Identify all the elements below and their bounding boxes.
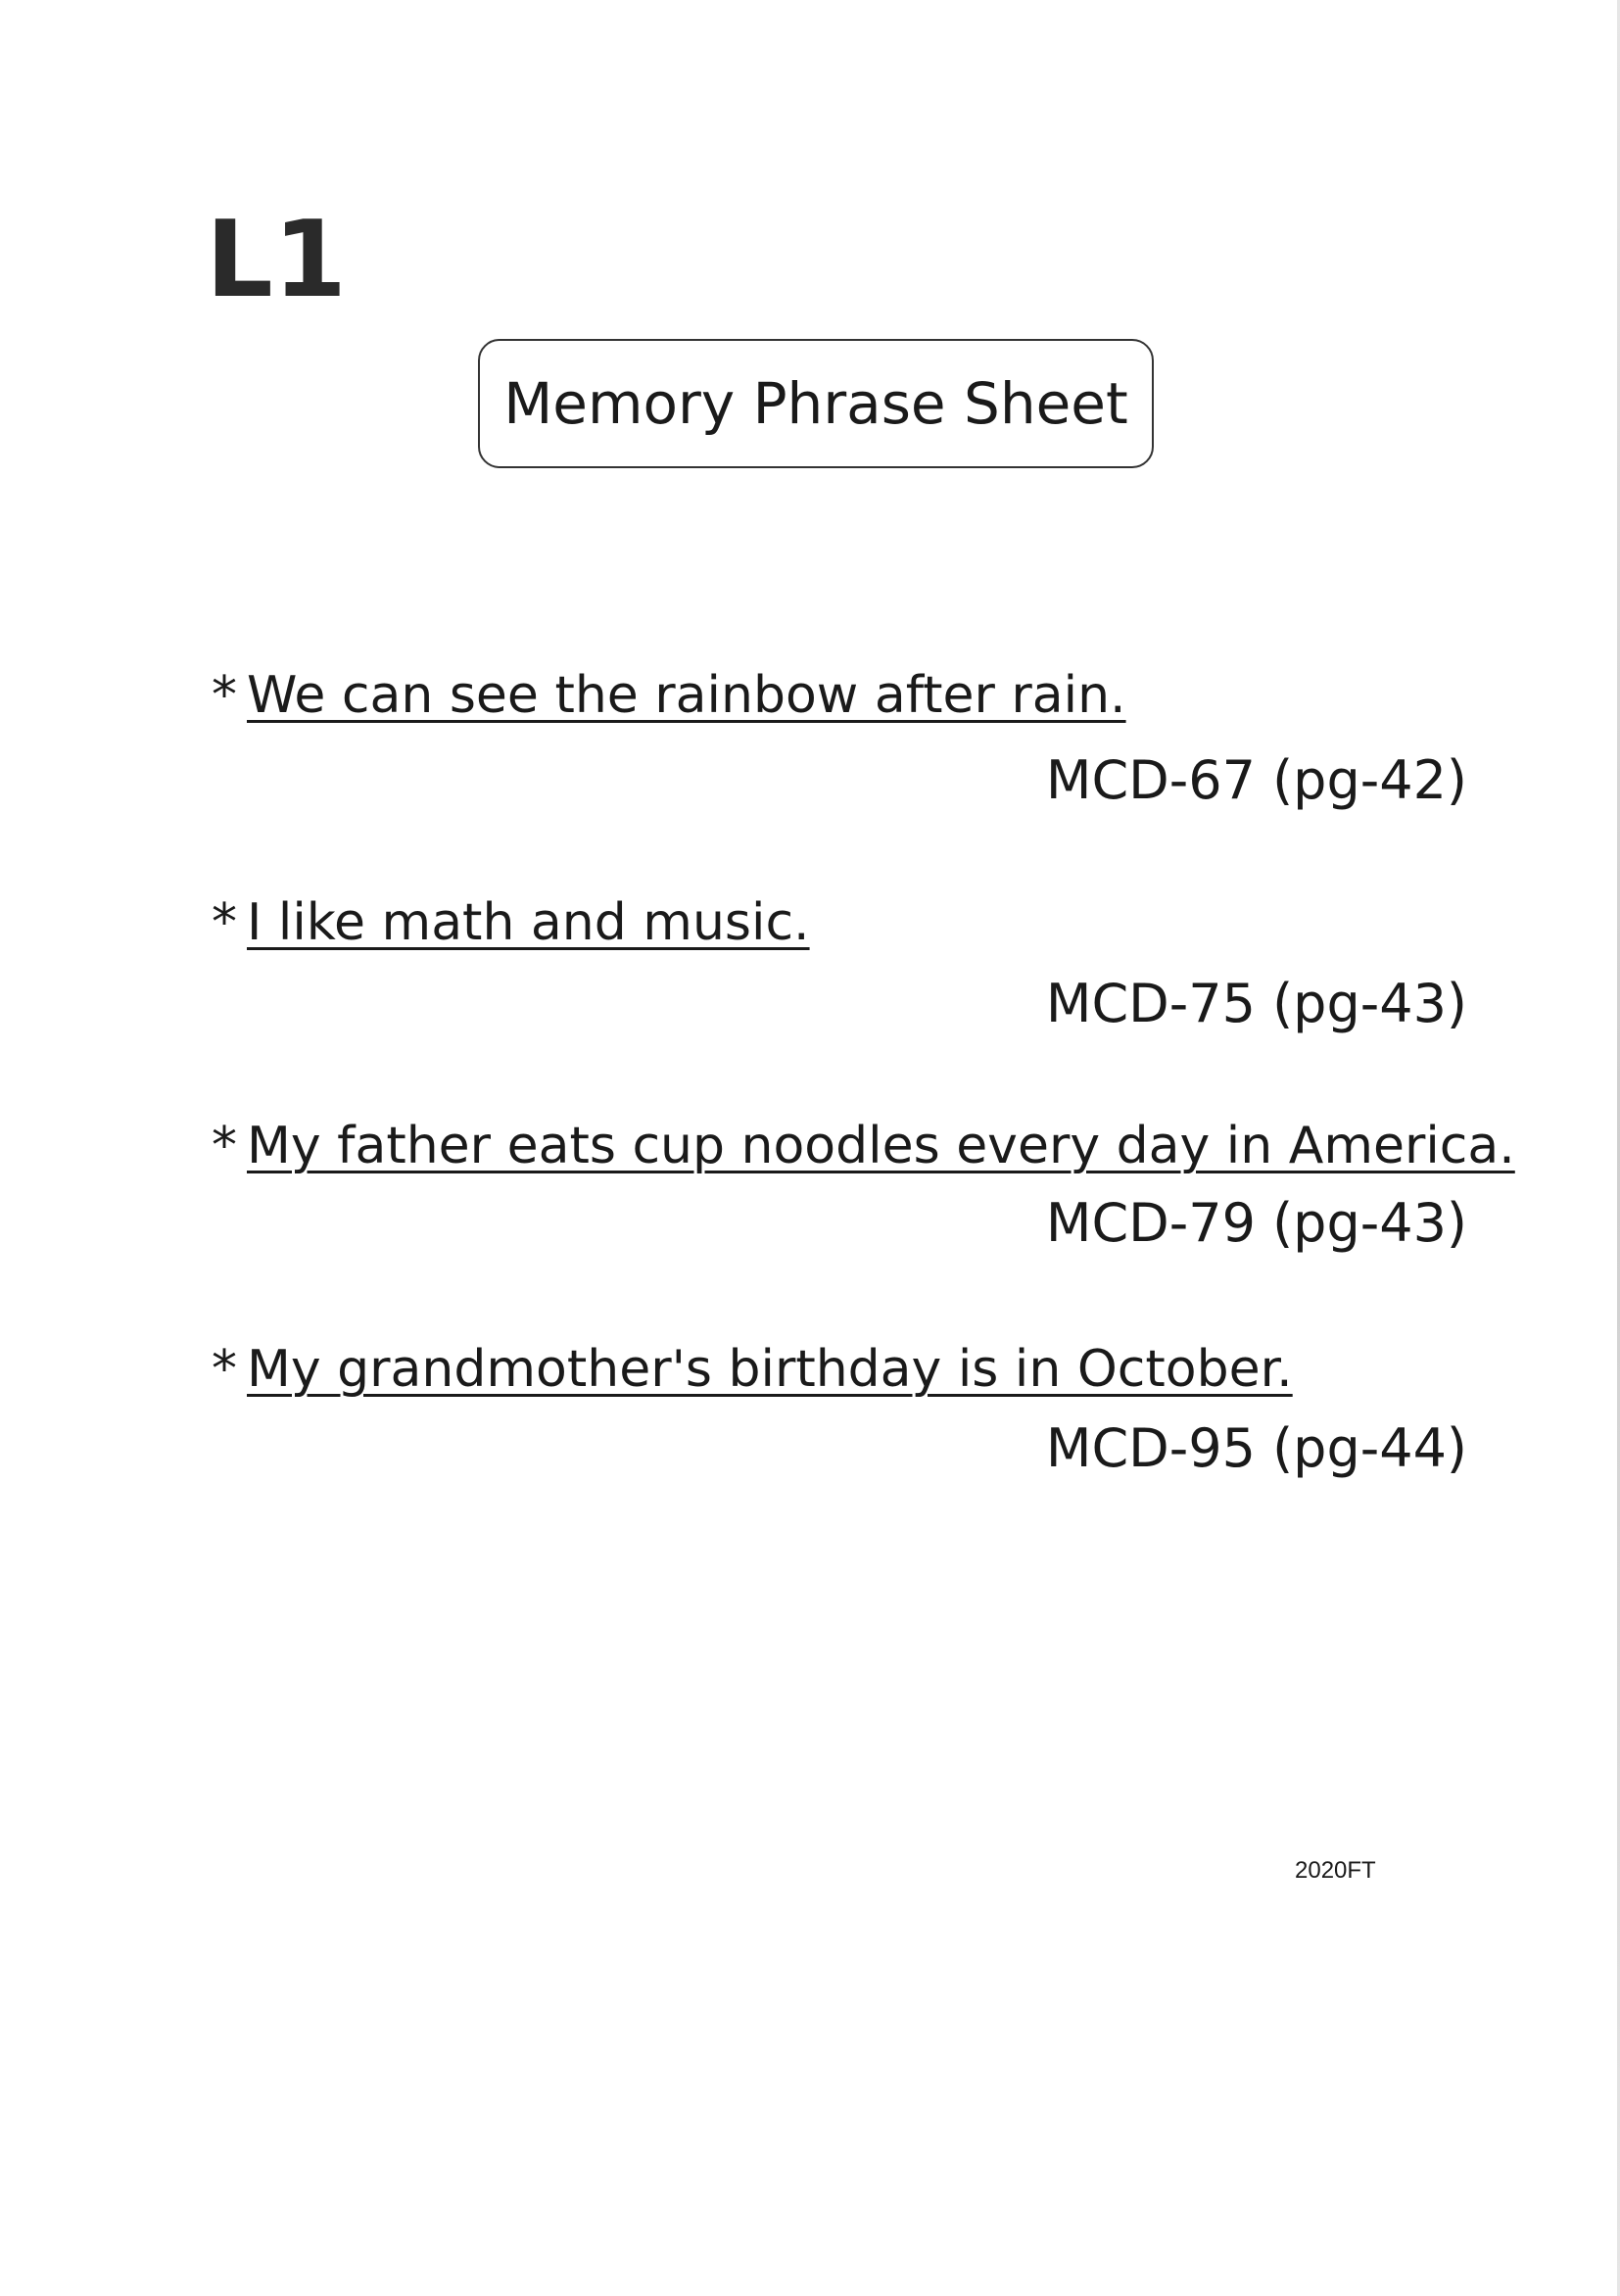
level-label: L1 [206,199,347,321]
bullet-asterisk: * [212,1117,237,1175]
bullet-asterisk: * [212,1340,237,1399]
phrase-text: My father eats cup noodles every day in America. [247,1117,1515,1175]
phrase-reference: MCD-75 (pg-43) [1045,973,1467,1034]
phrase-reference: MCD-79 (pg-43) [1045,1192,1467,1254]
bullet-asterisk: * [212,893,237,952]
bullet-asterisk: * [212,666,237,725]
phrase-text: I like math and music. [247,893,810,952]
title-box [478,339,1154,468]
page-title: Memory Phrase Sheet [503,370,1128,437]
phrase-text: We can see the rainbow after rain. [247,666,1126,725]
phrase-item [212,666,1126,725]
phrase-item [212,1117,1515,1175]
phrase-reference: MCD-95 (pg-44) [1045,1417,1467,1479]
phrase-item [212,893,810,952]
footer-code: 2020FT [1295,1857,1376,1884]
phrase-text: My grandmother's birthday is in October. [247,1340,1293,1399]
phrase-item [212,1340,1293,1399]
phrase-reference: MCD-67 (pg-42) [1045,749,1467,811]
